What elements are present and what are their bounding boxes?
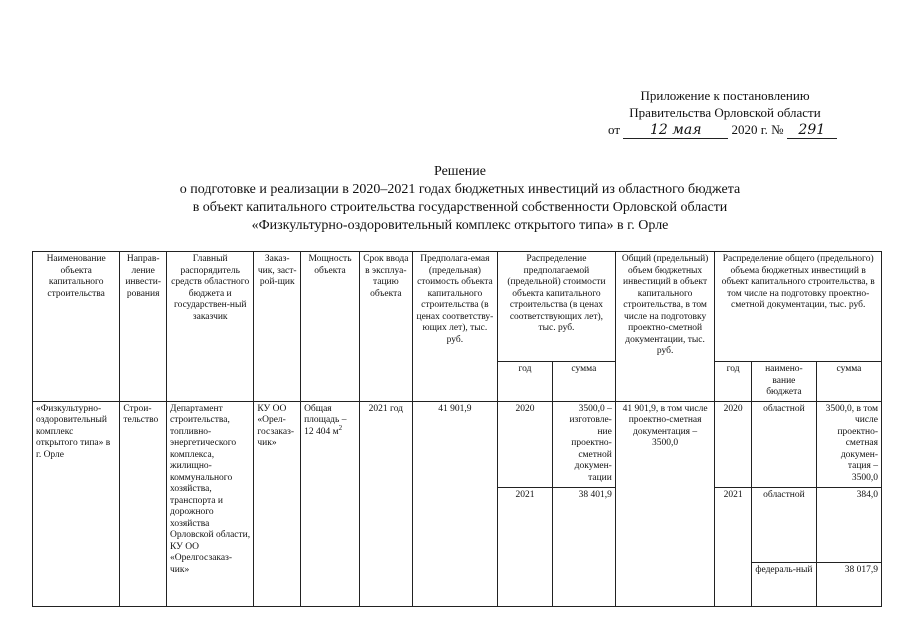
cell-year-2020: 2020	[498, 401, 553, 487]
cell-sum-2020: 3500,0 – изготовле-ние проектно-сметной докумен-тации	[552, 401, 615, 487]
header-sum: сумма	[552, 362, 615, 402]
cell-budget-name-2021-regional: областной	[751, 487, 816, 562]
header-total-inv: Общий (предельный) объем бюджетных инвестиций в объект капитального строительства, в том числе на подготовку проектно-сметной документации, тыс. руб.	[615, 252, 715, 402]
date-number-line	[608, 122, 837, 139]
investment-table	[32, 251, 882, 607]
cell-object-name: «Физкультурно-оздоровительный комплекс открытого типа» в г. Орле	[33, 401, 120, 607]
header-customer: Заказ-чик, заст-рой-щик	[254, 252, 301, 402]
header-name: Наименование объекта капитального строительства	[33, 252, 120, 402]
handwritten-number: 291	[787, 122, 837, 139]
title-line-2: о подготовке и реализации в 2020–2021 годах бюджетных инвестиций из областного бюджета	[179, 182, 741, 197]
cell-budget-sum-2021-regional: 384,0	[816, 487, 881, 562]
capacity-superscript: 2	[338, 423, 343, 432]
header-budget-name: наимено-вание бюджета	[751, 362, 816, 402]
cell-year-2021: 2021	[498, 487, 553, 607]
header-year: год	[498, 362, 553, 402]
appendix-line-1: Приложение к постановлению	[640, 88, 810, 103]
header-est-cost: Предполага-емая (предельная) стоимость объекта капитального строительства (в ценах соответству-ющих лет), тыс. руб.	[412, 252, 497, 402]
handwritten-date: 12 мая	[623, 122, 728, 139]
cell-manager: Департамент строительства, топливно-энергетического комплекса, жилищно-коммунального хозяйства, транспорта и дорожного хозяйства Орловской области, КУ ОО «Орелгосзаказ-чик»	[167, 401, 254, 607]
capacity-value: Общая площадь – 12 404 м	[304, 403, 347, 437]
cell-budget-sum-2021-federal: 38 017,9	[816, 562, 881, 607]
cell-capacity	[301, 401, 360, 607]
cell-term: 2021 год	[359, 401, 412, 607]
cell-budget-year-2020: 2020	[715, 401, 752, 487]
header-dist-cost: Распределение предполагаемой (предельной) стоимости объекта капитального строительства (в ценах соответствующих лет), тыс. руб.	[498, 252, 616, 362]
appendix-header	[600, 87, 850, 121]
cell-budget-year-2021: 2021	[715, 487, 752, 607]
cell-budget-name-2021-federal: федераль-ный	[751, 562, 816, 607]
header-sum-2: сумма	[816, 362, 881, 402]
header-direction: Направ-ление инвести-рования	[120, 252, 167, 402]
header-year-2: год	[715, 362, 752, 402]
date-prefix: от	[608, 122, 621, 137]
title-line-1: Решение	[433, 164, 486, 179]
header-dist-total: Распределение общего (предельного) объема бюджетных инвестиций в объект капитального строительства, в том числе на подготовку проектно-сметной документации, тыс. руб.	[715, 252, 882, 362]
document-title	[60, 163, 860, 235]
cell-total-investment: 41 901,9, в том числе проектно-сметная документация – 3500,0	[615, 401, 715, 607]
cell-est-cost: 41 901,9	[412, 401, 497, 607]
cell-budget-sum-2020: 3500,0, в том числе проектно-сметная докумен-тация – 3500,0	[816, 401, 881, 487]
title-line-3: в объект капитального строительства государственной собственности Орловской области	[192, 200, 728, 215]
cell-direction: Строи-тельство	[120, 401, 167, 607]
cell-sum-2021: 38 401,9	[552, 487, 615, 607]
header-manager: Главный распорядитель средств областного бюджета и государствен-ный заказчик	[167, 252, 254, 402]
header-term: Срок ввода в эксплуа-тацию объекта	[359, 252, 412, 402]
title-line-4: «Физкультурно-оздоровительный комплекс открытого типа» в г. Орле	[251, 218, 669, 233]
cell-customer: КУ ОО «Орел-госзаказ-чик»	[254, 401, 301, 607]
cell-budget-name-2020: областной	[751, 401, 816, 487]
appendix-line-2: Правительства Орловской области	[629, 105, 821, 120]
header-capacity: Мощность объекта	[301, 252, 360, 402]
year-number-label: 2020 г. №	[731, 122, 784, 137]
